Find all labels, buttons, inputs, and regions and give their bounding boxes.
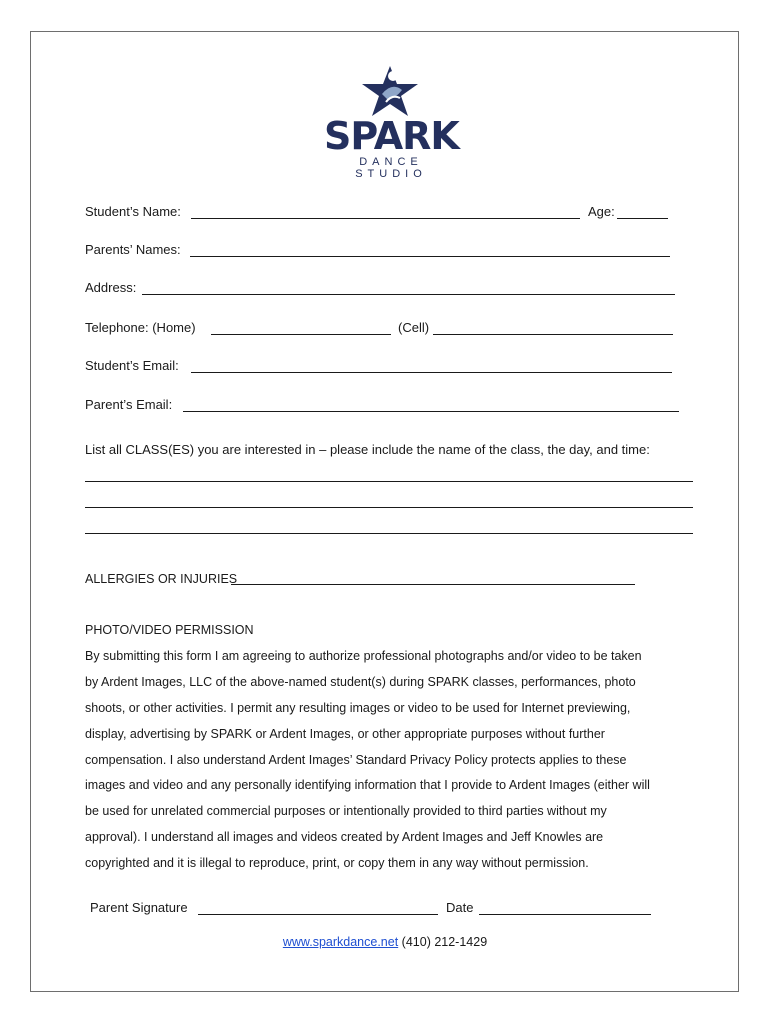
parent-email-label: Parent’s Email:	[85, 397, 173, 412]
student-name-field[interactable]	[191, 218, 580, 219]
cell-phone-label: (Cell)	[398, 320, 430, 335]
permission-line: approval). I understand all images and videos created by Ardent Images and Jeff Knowles are	[85, 830, 604, 845]
date-label: Date	[446, 900, 474, 915]
parents-names-label: Parents’ Names:	[85, 242, 181, 257]
age-label: Age:	[588, 204, 615, 219]
permission-line: By submitting this form I am agreeing to authorize professional photographs and/or video to be taken	[85, 649, 642, 663]
permission-paragraph	[85, 647, 705, 880]
allergies-field[interactable]	[231, 584, 635, 585]
phone-number: (410) 212-1429	[401, 935, 488, 949]
permission-line: by Ardent Images, LLC of the above-named student(s) during SPARK classes, performances, photo	[85, 674, 636, 689]
home-phone-field[interactable]	[211, 334, 391, 335]
parent-signature-field[interactable]	[198, 914, 438, 915]
classes-line-3[interactable]	[85, 533, 693, 534]
permission-heading: PHOTO/VIDEO PERMISSION	[85, 623, 254, 637]
age-field[interactable]	[617, 218, 668, 219]
date-field[interactable]	[479, 914, 651, 915]
brand-name: SPARK	[324, 114, 459, 158]
footer-contact	[0, 934, 770, 950]
classes-line-1[interactable]	[85, 481, 693, 482]
website-link[interactable]: www.sparkdance.net	[282, 935, 399, 949]
star-dancer-icon	[358, 64, 422, 120]
address-label: Address:	[85, 280, 137, 295]
brand-tagline: DANCE STUDIO	[355, 156, 427, 180]
spark-logo	[324, 64, 459, 180]
permission-line: copyrighted and it is illegal to reproduce, print, or copy them in any way without permission.	[85, 856, 589, 871]
permission-line: be used for unrelated commercial purposes or intentionally provided to third parties without my	[85, 804, 607, 819]
permission-line: shoots, or other activities. I permit any resulting images or video to be used for Internet previewing,	[85, 700, 631, 715]
cell-phone-field[interactable]	[433, 334, 673, 335]
student-name-label: Student’s Name:	[85, 204, 181, 219]
permission-line: display, advertising by SPARK or Ardent Images, or other appropriate purposes without further	[85, 726, 605, 741]
permission-line: images and video and any personally identifying information that I provide to Ardent Images (either will	[85, 778, 650, 793]
address-field[interactable]	[142, 294, 675, 295]
allergies-label: ALLERGIES OR INJURIES	[85, 572, 238, 586]
classes-line-2[interactable]	[85, 507, 693, 508]
student-email-field[interactable]	[191, 372, 672, 373]
parent-email-field[interactable]	[183, 411, 679, 412]
classes-prompt: List all CLASS(ES) you are interested in – please include the name of the class, the day, and time:	[85, 442, 650, 457]
parents-names-field[interactable]	[190, 256, 670, 257]
student-email-label: Student’s Email:	[85, 358, 179, 373]
home-phone-label: Telephone: (Home)	[85, 320, 196, 335]
permission-line: compensation. I also understand Ardent Images’ Standard Privacy Policy protects applies to these	[85, 752, 627, 767]
parent-signature-label: Parent Signature	[90, 900, 188, 915]
